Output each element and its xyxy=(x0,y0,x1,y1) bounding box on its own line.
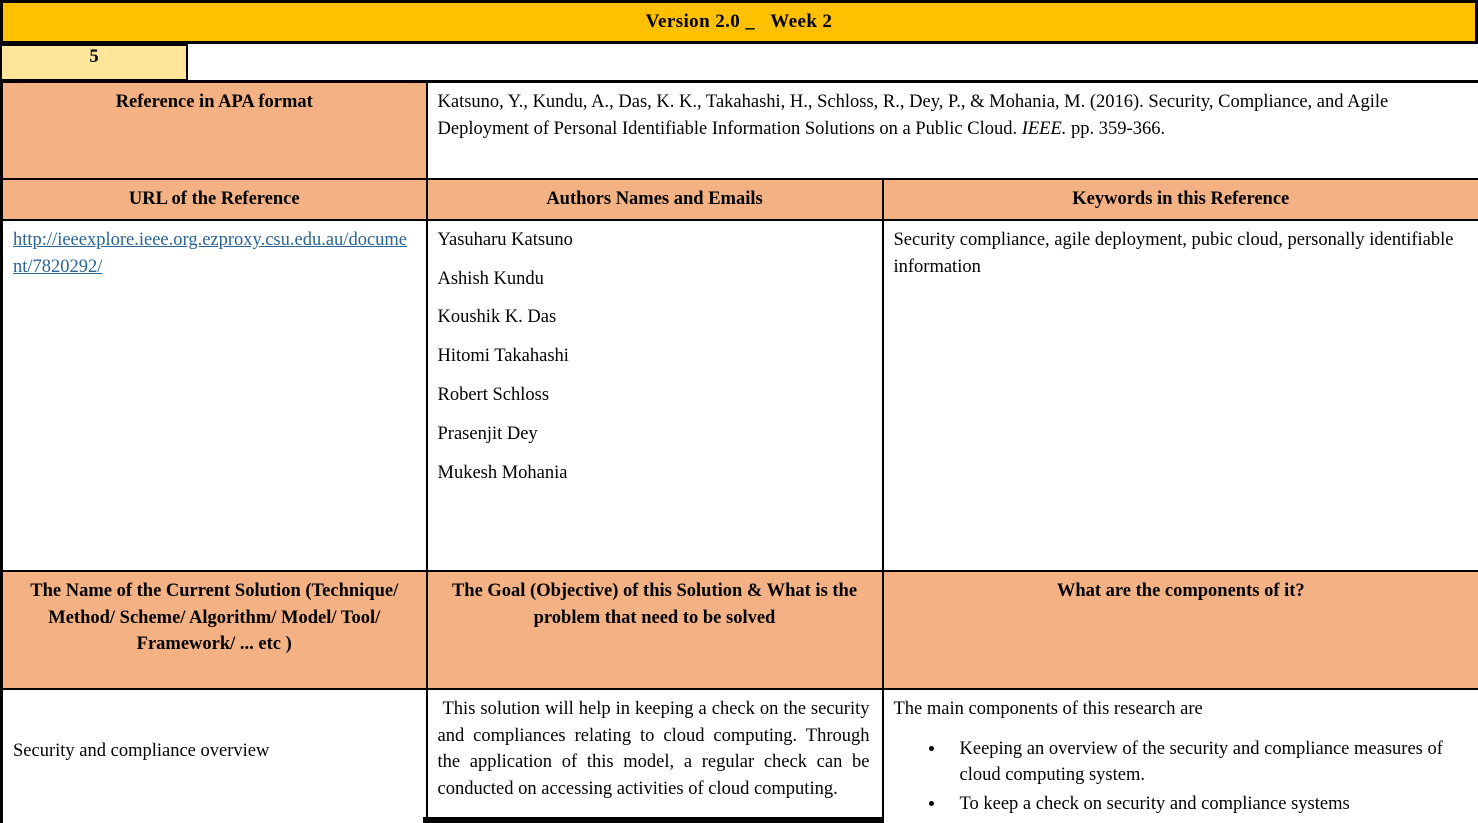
solution-name-header-cell xyxy=(2,571,427,689)
keywords-text: Security compliance, agile deployment, pubic cloud, personally identifiable information xyxy=(893,229,1454,277)
components-intro-text: The main components of this research are xyxy=(893,698,1203,719)
citation-journal-italic: IEEE. xyxy=(1021,118,1067,139)
version-title-text: Version 2.0 _ Week 2 xyxy=(645,11,833,32)
keywords-cell xyxy=(883,220,1478,571)
url-header-label: URL of the Reference xyxy=(128,189,300,209)
apa-row xyxy=(2,82,1478,180)
components-header-label: What are the components of it? xyxy=(1056,580,1305,601)
table-bottom-border-segment xyxy=(423,817,883,823)
apa-format-label-cell xyxy=(2,82,427,180)
author-name: Mukesh Mohania xyxy=(437,462,568,483)
goal-header-label: The Goal (Objective) of this Solution & What is the problem that need to be solved xyxy=(451,580,858,628)
reference-table xyxy=(0,80,1478,823)
keywords-header-label: Keywords in this Reference xyxy=(1072,189,1290,209)
version-title-bar xyxy=(0,0,1478,44)
row-number-cell xyxy=(0,44,188,81)
header-row-1 xyxy=(2,179,1478,220)
solution-name-text: Security and compliance overview xyxy=(13,740,270,761)
content-row-2 xyxy=(2,689,1478,823)
citation-pages: pp. 359-366. xyxy=(1066,118,1166,139)
apa-format-label: Reference in APA format xyxy=(115,92,313,112)
authors-header-cell xyxy=(427,179,883,220)
keywords-header-cell xyxy=(883,179,1478,220)
content-row-1 xyxy=(2,220,1478,571)
author-name: Hitomi Takahashi xyxy=(437,346,569,367)
goal-text: This solution will help in keeping a check on the security and compliances relating to cloud computing. Through the application of this model, a regular check can be conducted on accessing activities of cloud computing. xyxy=(437,698,870,800)
components-cell xyxy=(883,689,1478,823)
authors-header-label: Authors Names and Emails xyxy=(546,189,763,209)
author-name: Robert Schloss xyxy=(437,385,550,406)
header-row-2 xyxy=(2,571,1478,689)
author-name: Yasuharu Katsuno xyxy=(437,229,573,250)
author-name: Koushik K. Das xyxy=(437,307,557,328)
solution-name-header-label: The Name of the Current Solution (Technique/ Method/ Scheme/ Algorithm/ Model/ Tool/ Framework/ ... etc ) xyxy=(30,580,399,655)
citation-text: Katsuno, Y., Kundu, A., Das, K. K., Takahashi, H., Schloss, R., Dey, P., & Mohania, M. (2016). Security, Compliance, and Agile Deployment of Personal Identifiable Information Solutions on a Public Cloud. xyxy=(437,92,1389,139)
url-header-cell xyxy=(2,179,427,220)
url-cell xyxy=(2,220,427,571)
components-header-cell xyxy=(883,571,1478,689)
components-bullet-item: • To keep a check on security and compliance systems xyxy=(946,791,1469,818)
row-number-text: 5 xyxy=(89,47,99,67)
citation-cell xyxy=(427,82,1478,180)
components-bullet-item: • Keeping an overview of the security and compliance measures of cloud computing system. xyxy=(946,736,1469,790)
reference-url-link[interactable]: http://ieeexplore.ieee.org.ezproxy.csu.edu.au/document/7820292/ xyxy=(13,229,408,277)
author-name: Prasenjit Dey xyxy=(437,423,538,444)
goal-header-cell xyxy=(427,571,883,689)
authors-cell xyxy=(427,220,883,571)
solution-name-cell xyxy=(2,689,427,823)
goal-cell xyxy=(427,689,883,823)
components-bullet-list xyxy=(894,736,1469,818)
author-name: Ashish Kundu xyxy=(437,268,544,289)
